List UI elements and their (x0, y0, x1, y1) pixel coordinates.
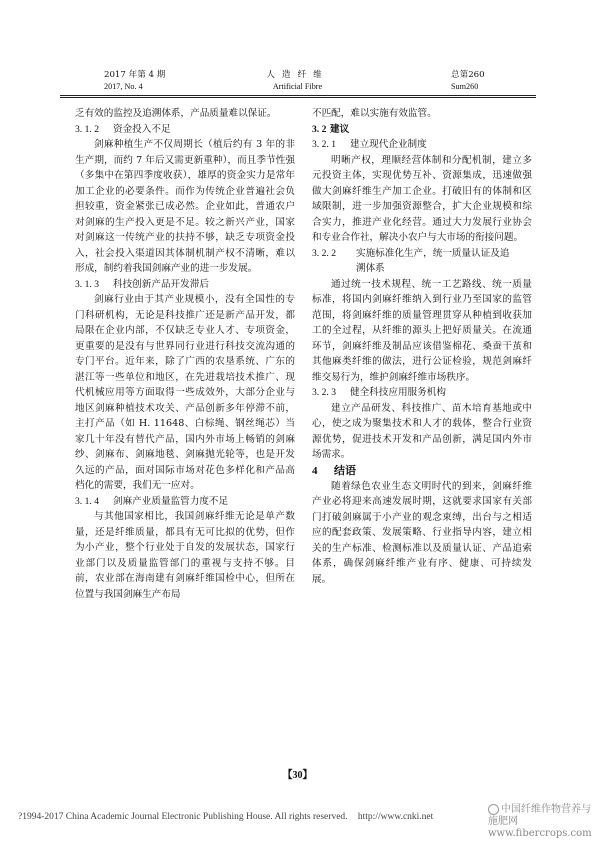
section-title: 实施标准化生产，统一质量认证及追 (356, 247, 510, 259)
watermark-site-name: 中国纤维作物营养与施肥网 (488, 804, 591, 827)
section-title: 建立现代企业制度 (350, 139, 427, 150)
section-number: 4 (312, 464, 318, 477)
section-title: 健全科技应用服务机构 (350, 387, 446, 398)
right-column (312, 106, 532, 587)
copyright-footer (18, 812, 441, 822)
paragraph-continued: 不匹配，难以实施有效监管。 (312, 108, 437, 119)
header-rule-bottom (60, 97, 536, 98)
copyright-text: ?1994-2017 China Academic Journal Electronic Publishing House. All rights reserved. (18, 812, 348, 822)
section-title: 剑麻产业质量监管力度不足 (113, 495, 229, 507)
watermark-line1 (488, 804, 595, 828)
section-3-2-2-heading (312, 246, 532, 262)
section-number: 3. 1. 3 (75, 278, 99, 290)
section-title: 科技创新产品开发滞后 (113, 278, 209, 290)
section-3-2-3-heading (312, 385, 532, 401)
journal-name-cn: 人造纤维 (266, 70, 329, 80)
sum-cn: 总第260 (451, 70, 485, 80)
issue-cn: 2017 年第 4 期 (104, 70, 166, 80)
section-number: 3. 1. 4 (75, 495, 99, 507)
section-number: 3. 2 (312, 123, 327, 135)
section-3-1-3-heading (75, 277, 295, 293)
section-3-2-2-body: 通过统一技术规程、统一工艺路线、统一质量标准，将国内剑麻纤维纳入到行业乃至国家的监管范围，将剑麻纤维的质量管理贯穿从种植到收获加工的全过程，从纤维的源头上把好质量关。在流通环节，剑麻纤维及制品应该借鉴棉花、桑蚕干茧和其他麻类纤维的做法，进行公证检验，规范剑麻纤维交易行为，维护剑麻纤维市场秩序。 (312, 278, 532, 383)
section-title: 结语 (334, 463, 356, 477)
watermark-logo-icon (488, 804, 499, 815)
sum-en: Sum260 (451, 82, 479, 91)
section-title: 资金投入不足 (113, 123, 171, 135)
journal-name-en: Artificial Fibre (272, 82, 323, 91)
section-title-cont: 溯体系 (356, 263, 385, 274)
watermark (488, 804, 595, 840)
section-3-1-3-body: 剑麻行业由于其产业规模小，没有全国性的专门科研机构，无论是科技推广还是新产品开发，都局限在企业内部，不仅缺乏专业人才、专项资金，更重要的是没有与世界同行业进行科技交流沟通的专门平台。近年来，除了广西的农垦系统、广东的湛江等一些单位和地区，在先进栽培技术推广、现代机械应用等方面取得一些成效外，大部分企业与地区剑麻种植技术攻关、产品创新多年停滞不前，主打产品（如 H. 11648、白棕绳、钢丝绳芯）当家几十年没有替代产品，国内外市场上畅销的剑麻纱、剑麻布、剑麻地毯、剑麻抛光轮等，也是开发久远的产品，面对国际市场对花色多样化和产品高档化的需要，我们无一应对。 (75, 294, 295, 491)
section-number: 3. 2. 1 (312, 139, 336, 150)
journal-sum (451, 70, 485, 92)
section-3-1-4-heading (75, 494, 295, 510)
cnki-link[interactable]: http://www.cnki.net (357, 812, 434, 822)
section-3-2-1-heading (312, 137, 532, 153)
watermark-line2: www.fibercrops.com (488, 828, 592, 839)
section-number: 3. 1. 2 (75, 123, 99, 135)
issue-en: 2017, No. 4 (104, 82, 143, 91)
section-number: 3. 2. 2 (312, 247, 336, 259)
section-4-body: 随着绿色农业生态文明时代的到来，剑麻纤维产业必将迎来高速发展时期，这就要求国家有关部门打破剑麻属于小产业的观念束缚，出台与之相适应的配套政策、发展策略、行业指导内容，建立相关的生产标准、检测标准以及质量认证、产品追索体系，确保剑麻纤维产业有序、健康、可持续发展。 (312, 480, 532, 585)
section-number: 3. 2. 3 (312, 387, 336, 398)
section-3-2-3-body: 建立产品研发、科技推广、苗木培育基地或中心，使之成为聚集技术和人才的载体，整合行业资源优势，促进技术开发和产品创新，满足国内外市场需求。 (312, 402, 532, 460)
section-3-1-2-body: 剑麻种植生产不仅周期长（植后约有 3 年的非生产期，而约 7 年后又需更新重种），而且季节性强（多集中在第四季度收获），雄厚的资金实力是常年加工企业的必要条件。而作为传统企业普遍社会负担较重，资金紧张已成必然。企业如此，普通农户对剑麻的生产投入更是不足。较之新兴产业，国家对剑麻这一传统产业的扶持不够，缺乏专项资金投入，社会投入渠道因其体制机制产权不清晰，难以形成，制约着我国剑麻产业的进一步发展。 (75, 139, 295, 274)
section-4-heading (312, 463, 532, 479)
section-title: 建议 (330, 123, 350, 135)
section-3-2-heading (312, 122, 532, 138)
left-column (75, 106, 295, 602)
journal-name (0, 70, 595, 92)
header-rule-top (60, 95, 536, 96)
paragraph-continued: 乏有效的监控及追溯体系，产品质量难以保证。 (75, 108, 277, 119)
section-3-2-1-body: 明晰产权，理顺经营体制和分配机制，建立多元投资主体，实现优势互补、资源集成，迅速做强做大剑麻纤维生产加工企业。打破旧有的体制和区域限制，进一步加强资源整合，扩大企业规模和综合实力，推进产业化经营。通过大力发展行业协会和专业合作社，解决小农户与大市场的衔接问题。 (312, 154, 532, 243)
section-3-1-2-heading (75, 122, 295, 138)
section-3-1-4-body: 与其他国家相比，我国剑麻纤维无论是单产数量，还是纤维质量，都具有无可比拟的优势，但作为小产业，整个行业处于自发的发展状态，国家行业部门以及质量监管部门的重视与支持不够。目前，农业部在海南建有剑麻纤维国检中心，但所在位置与我国剑麻生产布局 (75, 511, 295, 600)
page-number: 【30】 (282, 770, 313, 781)
